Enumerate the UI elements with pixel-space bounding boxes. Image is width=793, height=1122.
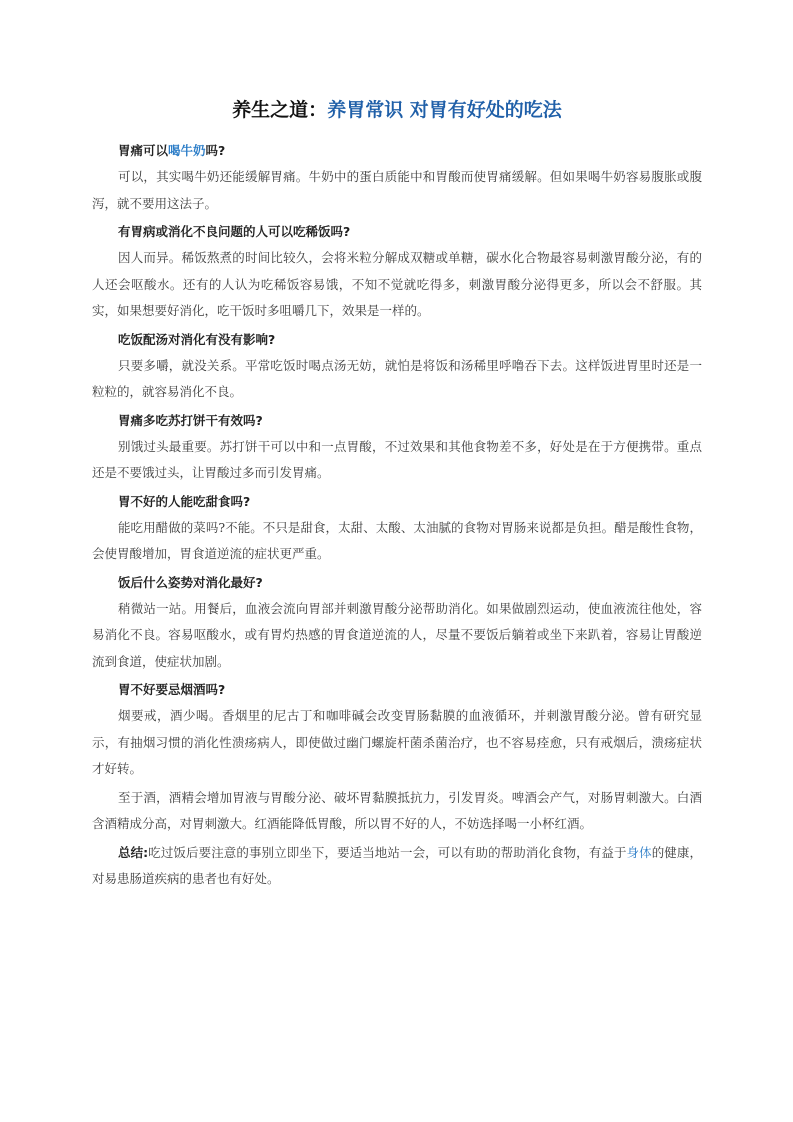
- section-question: 吃饭配汤对消化有没有影响?: [118, 331, 276, 347]
- section-paragraph: 能吃用醋做的菜吗?不能。不只是甜食，太甜、太酸、太油腻的食物对胃肠来说都是负担。醋是酸性食物，会使胃酸增加，胃食道逆流的症状更严重。: [92, 519, 702, 561]
- title-accent: 养胃常识 对胃有好处的吃法: [327, 99, 562, 121]
- section-paragraph: 烟要戒，酒少喝。香烟里的尼古丁和咖啡碱会改变胃肠黏膜的血液循环，并刺激胃酸分泌。曾有研究显示，有抽烟习惯的消化性溃疡病人，即使做过幽门螺旋杆菌杀菌治疗，也不容易痊愈，只有戒烟后，溃疡症状才好转。: [92, 708, 702, 776]
- section-question: 饭后什么姿势对消化最好?: [118, 574, 263, 590]
- summary-tail: 的健康，对易患肠道疾病的患者也有好处。: [92, 844, 702, 886]
- summary-label: 总结:: [118, 844, 149, 860]
- section-paragraph: 稍微站一站。用餐后，血液会流向胃部并刺激胃酸分泌帮助消化。如果做剧烈运动，使血液流往他处，容易消化不良。容易呕酸水，或有胃灼热感的胃食道逆流的人，尽量不要饭后躺着或坐下来趴着，容易让胃酸逆流到食道，使症状加剧。: [92, 600, 702, 669]
- summary-text: 吃过饭后要注意的事别立即坐下，要适当地站一会，可以有助的帮助消化食物，有益于: [148, 844, 627, 860]
- section-question: 胃不好要忌烟酒吗?: [118, 682, 226, 697]
- question-text: 胃痛可以: [118, 143, 169, 158]
- section-question: 胃痛多吃苏打饼干有效吗?: [118, 412, 263, 428]
- question-text: 吗?: [205, 143, 226, 158]
- section-question: 有胃病或消化不良问题的人可以吃稀饭吗?: [118, 224, 351, 239]
- body-link[interactable]: 身体: [626, 844, 652, 860]
- summary-paragraph: [92, 840, 702, 893]
- section-paragraph: 可以，其实喝牛奶还能缓解胃痛。牛奶中的蛋白质能中和胃酸而使胃痛缓解。但如果喝牛奶容易腹胀或腹泻，就不要用这法子。: [92, 169, 702, 211]
- title-prefix: 养生之道：: [232, 99, 328, 121]
- section-paragraph: 因人而异。稀饭熬煮的时间比较久，会将米粒分解成双糖或单糖，碳水化合物最容易刺激胃酸分泌，有的人还会呕酸水。还有的人认为吃稀饭容易饿，不知不觉就吃得多，刺激胃酸分泌得更多，所以会不舒服。其实，如果想要好消化，吃干饭时多咀嚼几下，效果是一样的。: [92, 250, 702, 318]
- section-paragraph: 至于酒，酒精会增加胃液与胃酸分泌、破坏胃黏膜抵抗力，引发胃炎。啤酒会产气，对肠胃刺激大。白酒含酒精成分高，对胃刺激大。红酒能降低胃酸，所以胃不好的人，不妨选择喝一小杯红酒。: [92, 789, 702, 831]
- milk-link[interactable]: 喝牛奶: [168, 143, 206, 158]
- article: [92, 96, 702, 895]
- section-question: [92, 138, 702, 164]
- page-title: [92, 96, 702, 124]
- section-question: 胃不好的人能吃甜食吗?: [118, 493, 251, 509]
- section-paragraph: 别饿过头最重要。苏打饼干可以中和一点胃酸，不过效果和其他食物差不多，好处是在于方便携带。重点还是不要饿过头，让胃酸过多而引发胃痛。: [92, 438, 702, 480]
- section-paragraph: 只要多嚼，就没关系。平常吃饭时喝点汤无妨，就怕是将饭和汤稀里呼噜吞下去。这样饭进胃里时还是一粒粒的，就容易消化不良。: [92, 357, 702, 399]
